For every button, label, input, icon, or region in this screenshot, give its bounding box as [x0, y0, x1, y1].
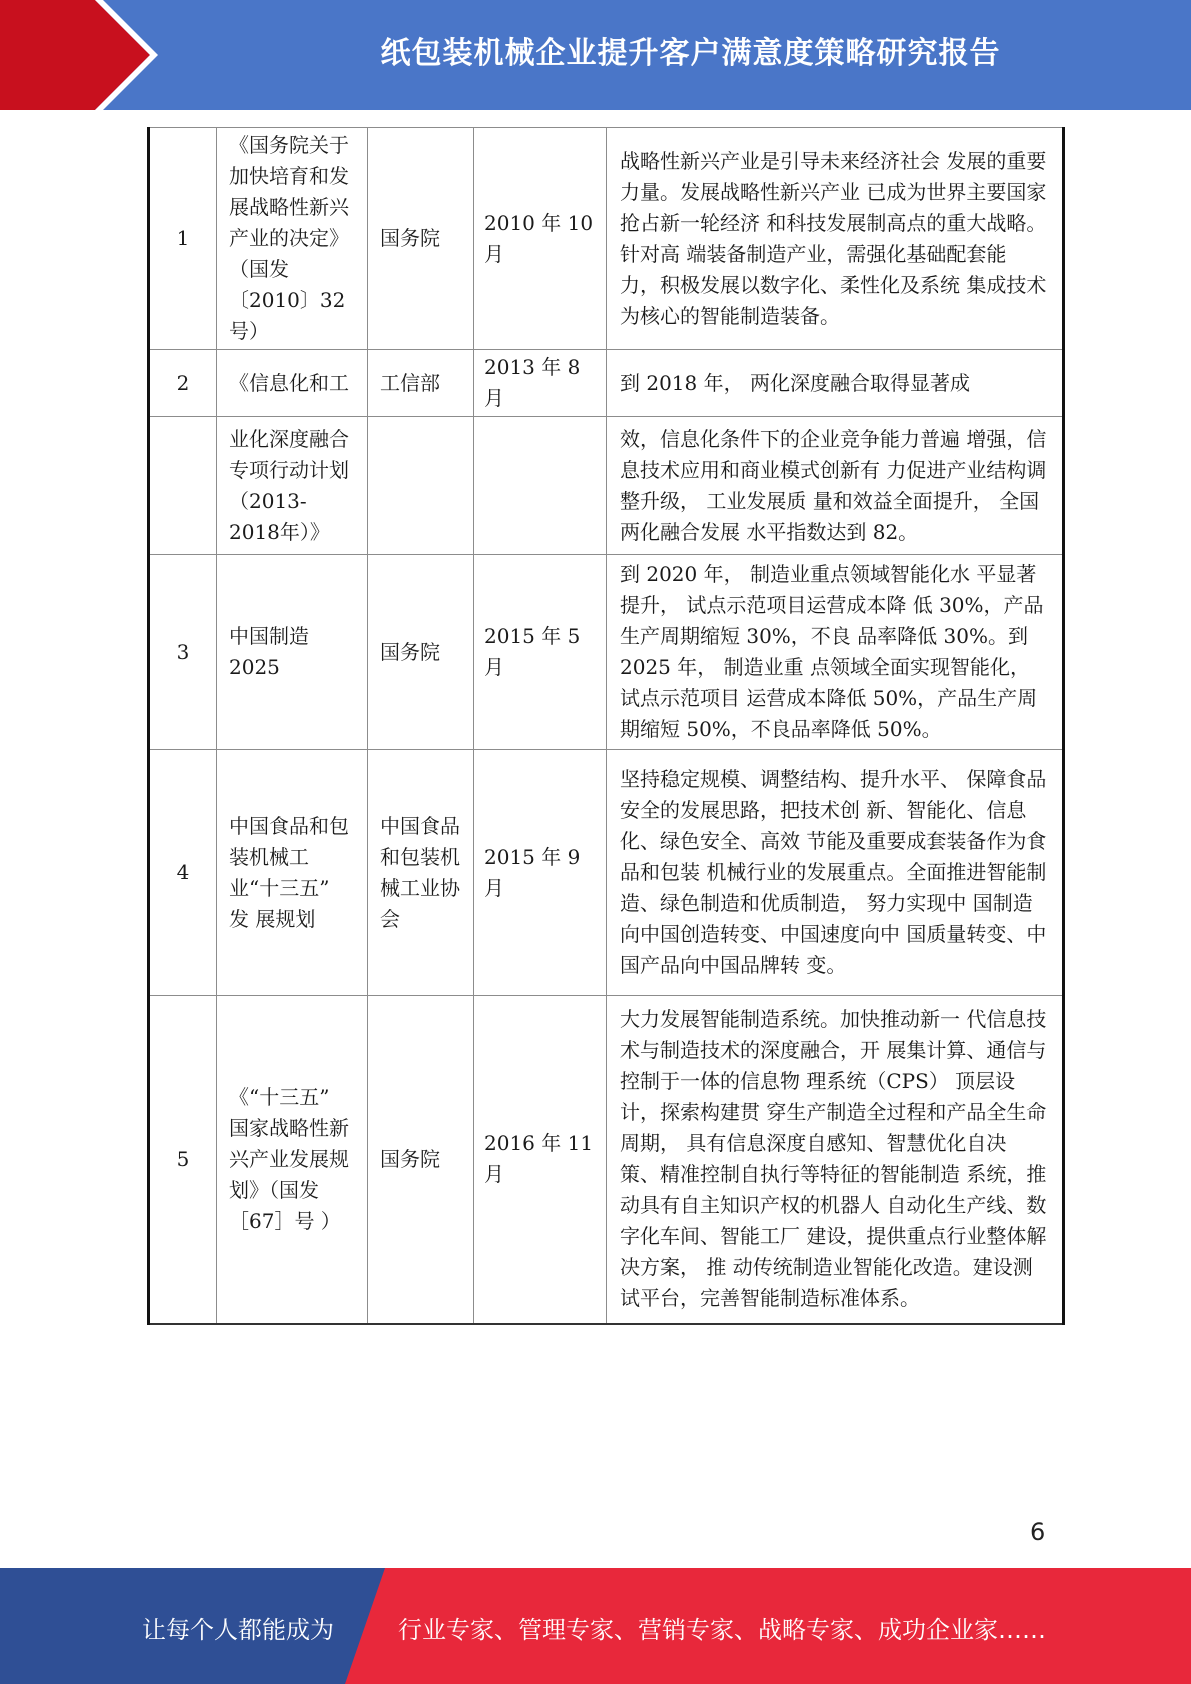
- policy-description: 到 2018 年， 两化深度融合取得显著成: [607, 350, 1064, 417]
- footer-slogan-right: 行业专家、管理专家、营销专家、战略专家、成功企业家……: [398, 1616, 1046, 1644]
- page-footer: [0, 1568, 1191, 1684]
- policy-description: 效，信息化条件下的企业竞争能力普遍 增强，信息技术应用和商业模式创新有 力促进产业结构调整升级， 工业发展质 量和效益全面提升， 全国两化融合发展 水平指数达到 82。: [607, 417, 1064, 555]
- policy-name: 业化深度融合专项行动计划（2013-2018年）》: [217, 417, 368, 555]
- row-number: 2: [149, 350, 217, 417]
- policy-description: 战略性新兴产业是引导未来经济社会 发展的重要力量。发展战略性新兴产业 已成为世界主要国家抢占新一轮经济 和科技发展制高点的重大战略。针对高 端装备制造产业，需强化基础配套能 力，积极发展以数字化、柔性化及系统 集成技术为核心的智能制造装备。: [607, 128, 1064, 350]
- row-number: [149, 417, 217, 555]
- issuing-body: 国务院: [368, 996, 474, 1324]
- issuing-body: [368, 417, 474, 555]
- issue-date: 2013 年 8 月: [474, 350, 607, 417]
- page-header: [0, 0, 1191, 110]
- policy-name: 中国制造 2025: [217, 555, 368, 750]
- row-number: 3: [149, 555, 217, 750]
- table-row: [149, 350, 1064, 417]
- red-arrow-decoration: [0, 0, 170, 110]
- table-row: [149, 417, 1064, 555]
- policy-name: 《国务院关于加快培育和发展战略性新兴产业的决定》（国发〔2010〕32号）: [217, 128, 368, 350]
- policy-description: 到 2020 年， 制造业重点领域智能化水 平显著提升， 试点示范项目运营成本降 低 30%，产品生产周期缩短 30%，不良 品率降低 30%。到 2025 年， 制造业重 点领域全面实现智能化， 试点示范项目 运营成本降低 50%，产品生产周期缩短 50%，不良品率降低 50%。: [607, 555, 1064, 750]
- table-row: [149, 128, 1064, 350]
- policy-table: [147, 127, 1065, 1325]
- table-row: [149, 555, 1064, 750]
- policy-description: 大力发展智能制造系统。加快推动新一 代信息技术与制造技术的深度融合，开 展集计算、通信与控制于一体的信息物 理系统（CPS） 顶层设计，探索构建贯 穿生产制造全过程和产品全生命周期， 具有信息深度自感知、智慧优化自决 策、精准控制自执行等特征的智能制造 系统，推动具有自主知识产权的机器人 自动化生产线、数字化车间、智能工厂 建设，提供重点行业整体解决方案， 推 动传统制造业智能化改造。建设测试平台，完善智能制造标准体系。: [607, 996, 1064, 1324]
- row-number: 4: [149, 750, 217, 996]
- issue-date: 2015 年 9 月: [474, 750, 607, 996]
- issuing-body: 国务院: [368, 555, 474, 750]
- report-title: 纸包装机械企业提升客户满意度策略研究报告: [380, 36, 1001, 71]
- table-row: [149, 996, 1064, 1324]
- policy-description: 坚持稳定规模、调整结构、提升水平、 保障食品安全的发展思路，把技术创 新、智能化、信息化、绿色安全、高效 节能及重要成套装备作为食品和包装 机械行业的发展重点。全面推进智能制 造、绿色制造和优质制造， 努力实现中 国制造向中国创造转变、中国速度向中 国质量转变、中国产品向中国品牌转 变。: [607, 750, 1064, 996]
- issue-date: 2010 年 10 月: [474, 128, 607, 350]
- row-number: 5: [149, 996, 217, 1324]
- policy-name: 中国食品和包装机械工业“十三五” 发 展规划: [217, 750, 368, 996]
- row-number: 1: [149, 128, 217, 350]
- issuing-body: 国务院: [368, 128, 474, 350]
- table-row: [149, 750, 1064, 996]
- issuing-body: 工信部: [368, 350, 474, 417]
- policy-name: 《“十三五” 国家战略性新 兴产业发展规划》（国发［67］号 ）: [217, 996, 368, 1324]
- page-number: 6: [1030, 1518, 1046, 1546]
- footer-slogan-left: 让每个人都能成为: [142, 1616, 334, 1644]
- policy-name: 《信息化和工: [217, 350, 368, 417]
- issuing-body: 中国食品和包装机械工业协会: [368, 750, 474, 996]
- issue-date: 2015 年 5 月: [474, 555, 607, 750]
- issue-date: 2016 年 11 月: [474, 996, 607, 1324]
- issue-date: [474, 417, 607, 555]
